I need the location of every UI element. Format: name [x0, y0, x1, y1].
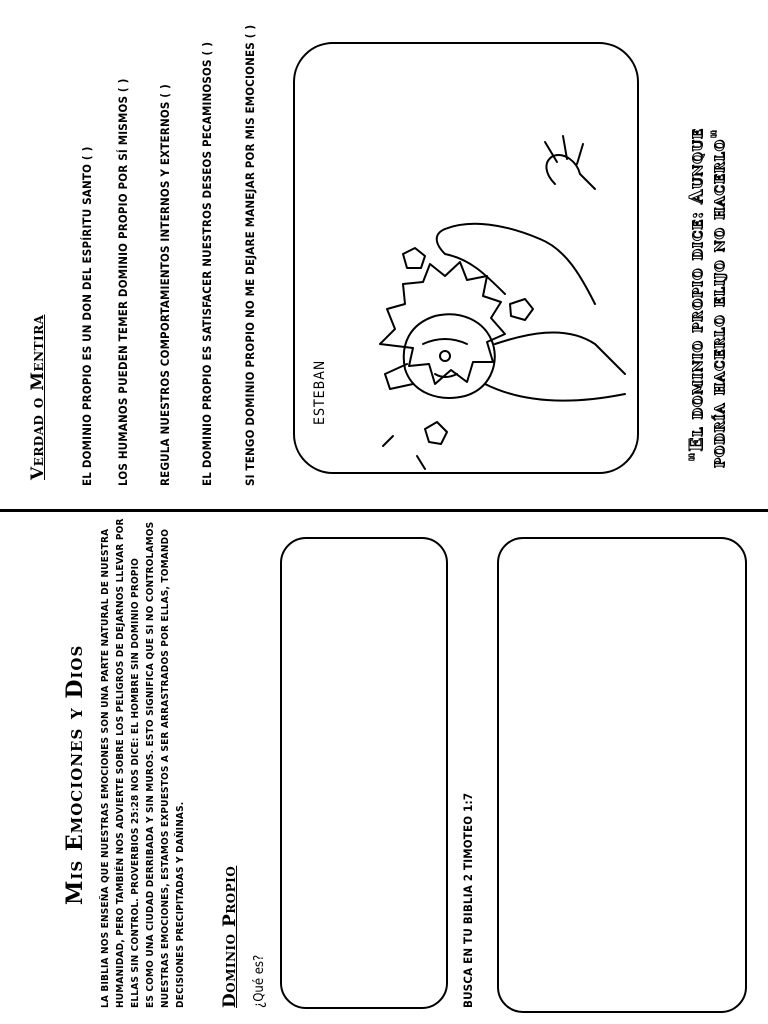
statement-item: SI TENGO DOMINIO PROPIO NO ME DEJARE MANEJAR POR MIS EMOCIONES ( )	[243, 24, 257, 486]
hand	[546, 155, 595, 189]
intro-line: ES COMO UNA CIUDAD DERRIBADA Y SIN MUROS. ESTO SIGNIFICA QUE SI NO CONTROLAMOS	[145, 521, 156, 1008]
body	[495, 332, 625, 374]
true-false-title: Verdad o Mentira	[28, 314, 48, 480]
stone-icon	[510, 299, 533, 320]
quote-line-1: "El dominio propio dice: Aunque	[686, 128, 707, 462]
quote-line-2: podría hacerlo elijo no hacerlo"	[708, 128, 729, 468]
statement-item: REGULA NUESTROS COMPORTAMIENTOS INTERNOS Y EXTERNOS ( )	[158, 84, 172, 486]
section-title: Dominio Propio	[220, 865, 240, 1008]
stone-icon	[425, 422, 447, 444]
page-divider	[0, 509, 768, 512]
answer-box-verse[interactable]	[497, 537, 747, 1013]
illustration-label: ESTEBAN	[312, 359, 328, 425]
bible-prompt: BUSCA EN TU BIBLIA 2 TIMOTEO 1:7	[461, 792, 475, 1008]
intro-line: LA BIBLIA NOS ENSEÑA QUE NUESTRAS EMOCIONES SON UNA PARTE NATURAL DE NUESTRA	[100, 528, 111, 1008]
question-label: ¿Qué es?	[252, 954, 267, 1008]
intro-line: DECISIONES PRECIPITADAS Y DAÑINAS.	[175, 801, 186, 1008]
statement-item: EL DOMINIO PROPIO ES SATISFACER NUESTROS DESEOS PECAMINOSOS ( )	[200, 41, 214, 486]
intro-line: NUESTRAS EMOCIONES, ESTAMOS EXPUESTOS A SER ARRASTRADOS POR ELLAS, TOMANDO	[160, 528, 171, 1008]
statement-item: EL DOMINIO PROPIO ES UN DON DEL ESPÍRITU SANTO ( )	[80, 146, 94, 486]
worksheet-title: Mis Emociones y Dios	[62, 644, 88, 905]
arm	[437, 229, 505, 294]
statement-item: LOS HUMANOS PUEDEN TEMER DOMINIO PROPIO POR SÍ MISMOS ( )	[116, 78, 130, 486]
stone-icon	[403, 248, 425, 268]
intro-line: HUMANIDAD, PERO TAMBIÉN NOS ADVIERTE SOBRE LOS PELIGROS DE DEJARNOS LLEVAR POR	[115, 518, 126, 1008]
impact-burst	[380, 262, 505, 384]
illustration	[295, 44, 637, 472]
intro-line: ELLAS SIN CONTROL. PROVERBIOS 25:28 NOS DICE: EL HOMBRE SIN DOMINIO PROPIO	[130, 558, 141, 1008]
answer-box-definition[interactable]	[280, 537, 448, 1009]
